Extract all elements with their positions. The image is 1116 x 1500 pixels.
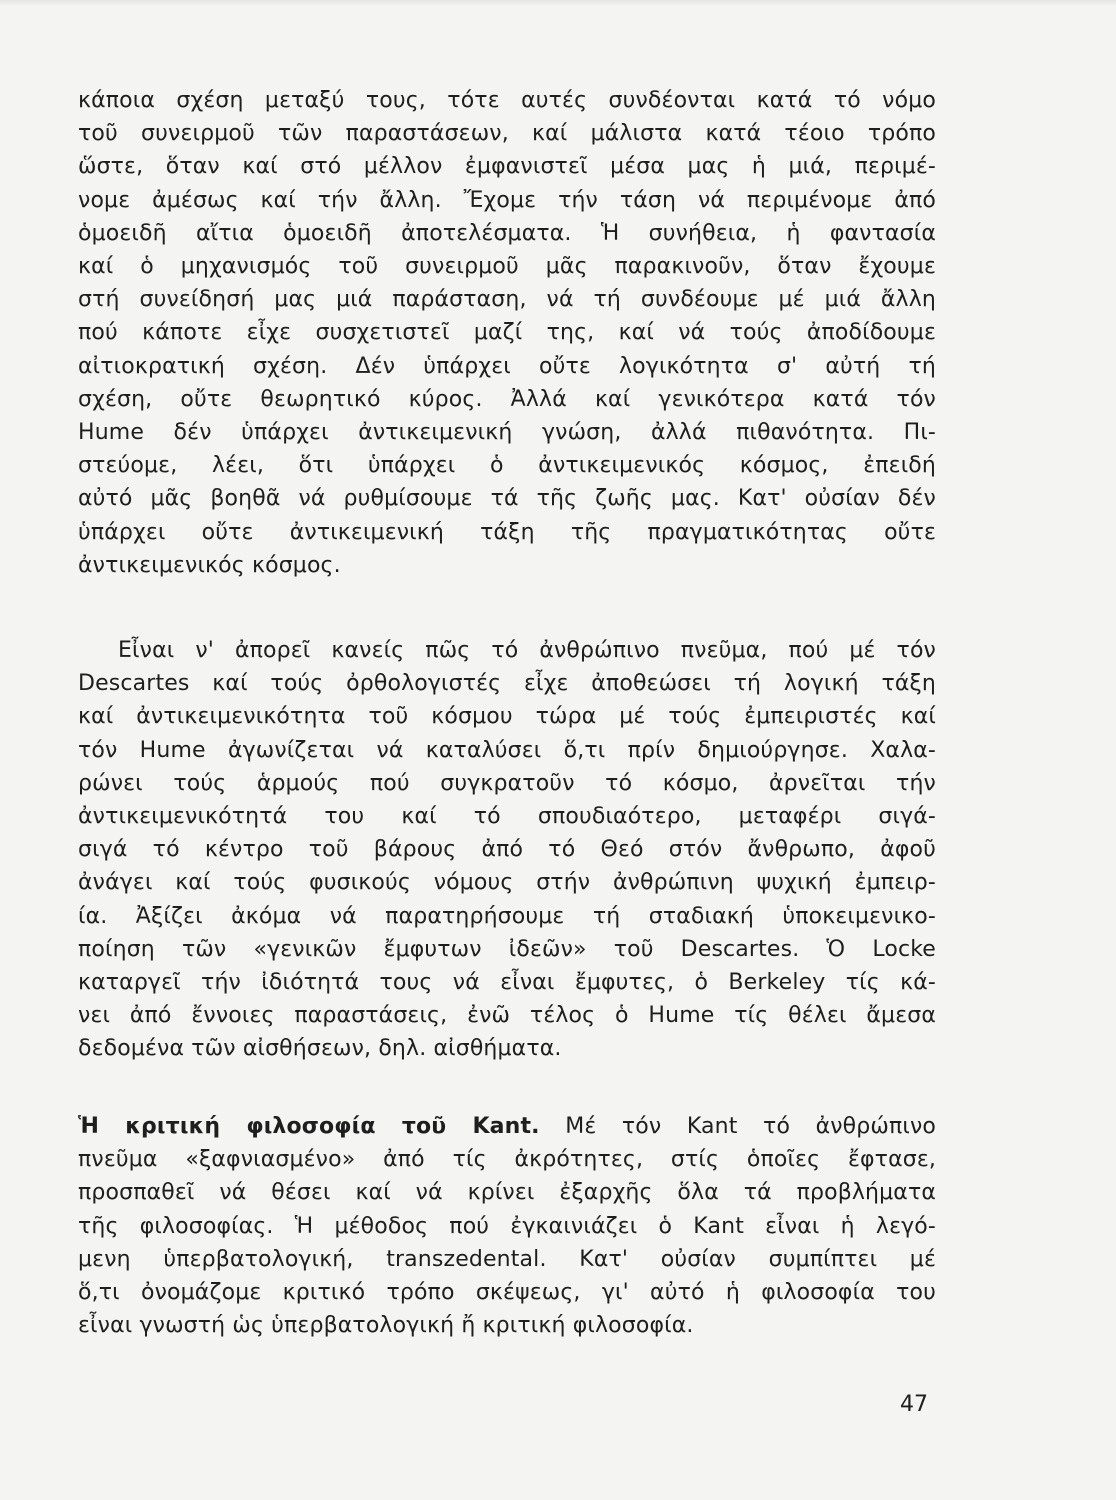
- text-line: μενη ὑπερβατολογική, transzedental. Κατ' οὐσίαν συμπίπτει μέ: [78, 1246, 936, 1272]
- text-line: ὁμοειδῆ αἴτια ὁμοειδῆ ἀποτελέσματα. Ἡ συνήθεια, ἡ φαντασία: [78, 220, 936, 246]
- text-line: πού κάποτε εἶχε συσχετιστεῖ μαζί της, καί νά τούς ἀποδίδουμε: [78, 320, 936, 346]
- text-line: Descartes καί τούς ὀρθολογιστές εἶχε ἀποθεώσει τή λογική τάξη: [78, 671, 936, 697]
- text-line: δεδομένα τῶν αἰσθήσεων, δηλ. αἰσθήματα.: [78, 1036, 562, 1062]
- text-line: πνεῦμα «ξαφνιασμένο» ἀπό τίς ἀκρότητες, στίς ὁποῖες ἔφτασε,: [78, 1147, 936, 1173]
- text-line: νει ἀπό ἔννοιες παραστάσεις, ἐνῶ τέλος ὁ Hume τίς θέλει ἄμεσα: [78, 1003, 936, 1029]
- text-line: στή συνείδησή μας μιά παράσταση, νά τή συνδέουμε μέ μιά ἄλλη: [78, 287, 936, 313]
- text-line: ὑπάρχει οὔτε ἀντικειμενική τάξη τῆς πραγματικότητας οὔτε: [78, 519, 936, 545]
- text-line: ὥστε, ὅταν καί στό μέλλον ἐμφανιστεῖ μέσα μας ἡ μιά, περιμέ-: [78, 154, 936, 180]
- paragraph-3: [78, 1110, 936, 1342]
- heading-line-rest: Μέ τόν Kant τό ἀνθρώπινο: [539, 1114, 936, 1139]
- text-line: καταργεῖ τήν ἰδιότητά τους νά εἶναι ἔμφυτες, ὁ Berkeley τίς κά-: [78, 970, 936, 996]
- text-line: αὐτό μᾶς βοηθᾶ νά ρυθμίσουμε τά τῆς ζωῆς μας. Κατ' οὐσίαν δέν: [78, 486, 936, 512]
- text-line: σιγά τό κέντρο τοῦ βάρους ἀπό τό Θεό στόν ἄνθρωπο, ἀφοῦ: [78, 837, 936, 863]
- text-line: [78, 1110, 936, 1143]
- paragraph-1: [78, 84, 936, 582]
- paragraph-2: [78, 634, 936, 1066]
- text-line: ἀντικειμενικότητά του καί τό σπουδιαότερο, μεταφέρι σιγά-: [78, 804, 936, 830]
- text-line: προσπαθεῖ νά θέσει καί νά κρίνει ἐξαρχῆς ὅλα τά προβλήματα: [78, 1180, 936, 1206]
- text-line: Εἶναι ν' ἀπορεῖ κανείς πῶς τό ἀνθρώπινο πνεῦμα, πού μέ τόν: [118, 638, 936, 663]
- text-line: τῆς φιλοσοφίας. Ἡ μέθοδος πού ἐγκαινιάζει ὁ Kant εἶναι ἡ λεγό-: [78, 1213, 936, 1239]
- text-line: κάποια σχέση μεταξύ τους, τότε αυτές συνδέονται κατά τό νόμο: [78, 88, 936, 113]
- text-line: ποίηση τῶν «γενικῶν ἔμφυτων ἰδεῶν» τοῦ Descartes. Ὁ Locke: [78, 936, 936, 962]
- text-line: σχέση, οὔτε θεωρητικό κύρος. Ἀλλά καί γενικότερα κατά τόν: [78, 386, 936, 412]
- text-line: στεύομε, λέει, ὅτι ὑπάρχει ὁ ἀντικειμενικός κόσμος, ἐπειδή: [78, 453, 936, 479]
- text-line: νομε ἀμέσως καί τήν ἄλλη. Ἔχομε τήν τάση νά περιμένομε ἀπό: [78, 187, 936, 213]
- text-line: Hume δέν ὑπάρχει ἀντικειμενική γνώση, ἀλλά πιθανότητα. Πι-: [78, 420, 936, 446]
- section-heading: Ἡ κριτική φιλοσοφία τοῦ Kant.: [78, 1114, 540, 1139]
- text-line: εἶναι γνωστή ὡς ὑπερβατολογική ἤ κριτική φιλοσοφία.: [78, 1313, 694, 1339]
- text-line: τόν Hume ἀγωνίζεται νά καταλύσει ὅ,τι πρίν δημιούργησε. Χαλα-: [78, 737, 936, 763]
- text-line: καί ἀντικειμενικότητα τοῦ κόσμου τώρα μέ τούς ἐμπειριστές καί: [78, 704, 936, 730]
- text-line: ία. Ἀξίζει ἀκόμα νά παρατηρήσουμε τή σταδιακή ὑποκειμενικο-: [78, 903, 936, 929]
- text-line: ρώνει τούς ἁρμούς πού συγκρατοῦν τό κόσμο, ἀρνεῖται τήν: [78, 770, 936, 796]
- scan-edge: [0, 0, 1116, 6]
- text-line: αἰτιοκρατική σχέση. Δέν ὑπάρχει οὔτε λογικότητα σ' αὐτή τή: [78, 353, 936, 379]
- text-line: ἀνάγει καί τούς φυσικούς νόμους στήν ἀνθρώπινη ψυχική ἐμπειρ-: [78, 870, 936, 896]
- text-line: τοῦ συνειρμοῦ τῶν παραστάσεων, καί μάλιστα κατά τέοιο τρόπο: [78, 121, 936, 147]
- page-number: 47: [900, 1392, 928, 1417]
- text-line: καί ὁ μηχανισμός τοῦ συνειρμοῦ μᾶς παρακινοῦν, ὅταν ἔχουμε: [78, 254, 936, 280]
- text-line: ὅ,τι ὀνομάζομε κριτικό τρόπο σκέψεως, γι' αὐτό ἡ φιλοσοφία του: [78, 1280, 936, 1306]
- text-line: ἀντικειμενικός κόσμος.: [78, 552, 341, 578]
